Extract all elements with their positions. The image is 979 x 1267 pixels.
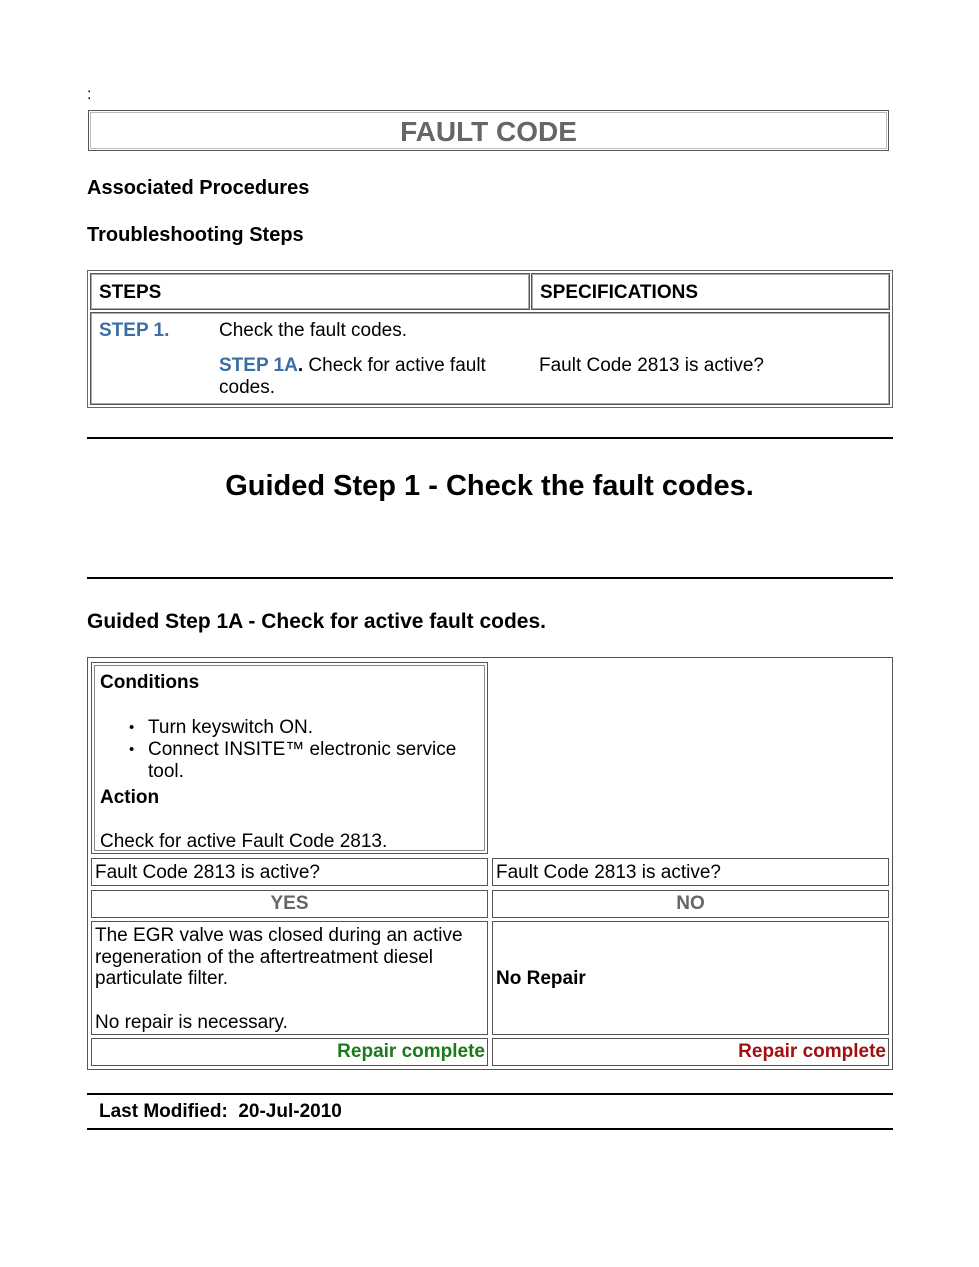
repair-complete-right-cell (492, 1038, 889, 1066)
divider (87, 437, 893, 439)
condition-item: • Turn keyswitch ON. (148, 717, 538, 739)
yes-result-line: The EGR valve was closed during an active (95, 925, 463, 946)
condition-item-continued (148, 761, 538, 783)
question-left-cell (91, 858, 488, 886)
conditions-action-box (91, 662, 488, 854)
associated-procedures-heading: Associated Procedures (87, 177, 310, 199)
question-right: Fault Code 2813 is active? (496, 862, 721, 883)
guided-step-1a-title: Guided Step 1A - Check for active fault codes. (87, 610, 546, 633)
yes-result-line: particulate filter. (95, 968, 229, 989)
yes-result-cell (91, 921, 488, 1035)
conditions-label: Conditions (100, 672, 200, 693)
question-left: Fault Code 2813 is active? (95, 862, 320, 883)
header-colon: : (87, 86, 92, 103)
question-right-cell (492, 858, 889, 886)
step1-link[interactable]: STEP 1. (99, 320, 170, 341)
page-title: FAULT CODE (400, 116, 577, 147)
step1a-text: Check for active fault (303, 355, 486, 376)
step1a-text-line2: codes. (219, 377, 275, 398)
step1a-dot: . (297, 355, 304, 376)
steps-body-cell (90, 312, 890, 405)
no-repair-label: No Repair (496, 968, 586, 989)
condition-item-continued-text: tool. (148, 761, 184, 782)
step1a-specification: Fault Code 2813 is active? (539, 355, 764, 376)
troubleshooting-steps-heading: Troubleshooting Steps (87, 224, 304, 246)
steps-header-cell (90, 273, 530, 310)
repair-complete-left-cell (91, 1038, 488, 1066)
yes-result-line: regeneration of the aftertreatment diesel (95, 946, 433, 968)
steps-table (87, 270, 893, 408)
steps-header: STEPS (99, 282, 162, 303)
guided-step-1-title: Guided Step 1 - Check the fault codes. (225, 470, 754, 502)
divider (87, 577, 893, 579)
conditions-list (92, 717, 538, 783)
footer-divider-top (87, 1093, 893, 1095)
yes-cell (91, 890, 488, 918)
action-label: Action (100, 787, 160, 808)
footer-divider-bottom (87, 1128, 893, 1130)
step1a-text-block (219, 355, 519, 399)
no-label: NO (676, 893, 705, 914)
step1-text: Check the fault codes. (219, 320, 407, 341)
no-repair-necessary-text: No repair is necessary. (95, 1012, 288, 1033)
no-cell (492, 890, 889, 918)
condition-item: • Connect INSITE™ electronic service (148, 739, 538, 761)
last-modified: Last Modified: 20-Jul-2010 (99, 1101, 342, 1122)
specs-header-cell (531, 273, 890, 310)
repair-complete-right-link[interactable]: Repair complete (738, 1041, 886, 1062)
action-text: Check for active Fault Code 2813. (100, 831, 388, 852)
no-result-cell (492, 921, 889, 1035)
specifications-header: SPECIFICATIONS (540, 282, 698, 303)
repair-complete-left-link[interactable]: Repair complete (337, 1041, 485, 1062)
guided-step-1a-table (87, 657, 893, 1070)
step1a-link[interactable]: STEP 1A (219, 355, 298, 376)
page-title-box (88, 110, 889, 151)
yes-result-text (95, 925, 485, 990)
yes-label: YES (270, 893, 309, 914)
